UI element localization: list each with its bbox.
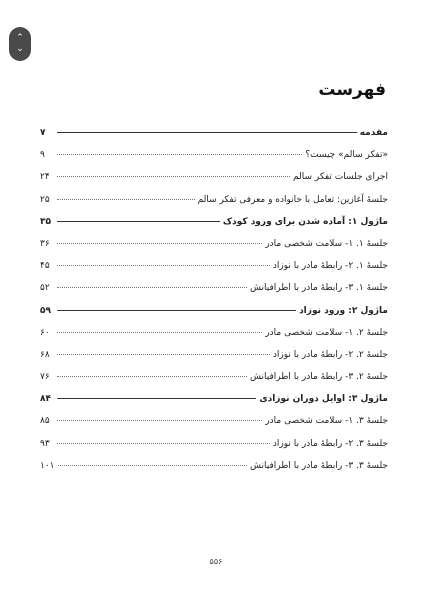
leader-dots — [57, 153, 302, 155]
toc-entry-page: ۷ — [40, 128, 46, 138]
toc-entry-title: جلسهٔ ۱. ۳- رابطهٔ مادر با اطرافیانش — [250, 283, 388, 294]
toc-entry-page: ۴۵ — [40, 261, 50, 272]
leader-dots — [57, 131, 357, 133]
toc-entry[interactable] — [40, 261, 388, 283]
toc-entry[interactable] — [40, 283, 388, 305]
page-number: ۵۵۶ — [209, 557, 223, 566]
toc-list — [40, 128, 388, 483]
toc-entry-page: ۳۵ — [40, 216, 51, 227]
leader-dots — [57, 220, 220, 222]
toc-entry[interactable] — [40, 328, 388, 350]
leader-dots — [57, 353, 270, 355]
leader-dots — [57, 198, 195, 200]
toc-entry[interactable] — [40, 461, 388, 483]
leader-dots — [57, 419, 262, 421]
toc-entry-title: جلسهٔ ۳. ۲- رابطهٔ مادر با نوزاد — [272, 438, 388, 449]
toc-entry-title: جلسهٔ ۱. ۱- سلامت شخصی مادر — [265, 238, 388, 249]
toc-entry[interactable] — [40, 172, 388, 194]
toc-entry-title: ماژول ۱: آماده شدن برای ورود کودک — [222, 216, 388, 227]
chevron-down-icon[interactable]: ⌄ — [16, 44, 24, 54]
leader-dots — [57, 286, 247, 288]
toc-entry-page: ۶۸ — [40, 349, 50, 360]
toc-entry[interactable] — [40, 394, 388, 416]
toc-entry-title: جلسهٔ ۳. ۱- سلامت شخصی مادر — [265, 416, 388, 427]
leader-dots — [57, 242, 262, 244]
toc-entry-page: ۹۳ — [40, 438, 50, 449]
toc-entry[interactable] — [40, 439, 388, 461]
toc-entry-page: ۲۵ — [40, 194, 50, 205]
toc-entry-title: جلسهٔ ۲. ۲- رابطهٔ مادر با نوزاد — [272, 349, 388, 360]
toc-entry[interactable] — [40, 306, 388, 328]
leader-dots — [58, 464, 248, 466]
leader-dots — [57, 442, 270, 444]
toc-entry-title: جلسهٔ ۳. ۳- رابطهٔ مادر با اطرافیانش — [250, 460, 388, 471]
toc-entry[interactable] — [40, 239, 388, 261]
toc-entry[interactable] — [40, 195, 388, 217]
toc-title: فهرست — [318, 80, 386, 100]
leader-dots — [57, 331, 262, 333]
toc-entry-title: «تفکر سالم» چیست؟ — [305, 150, 388, 161]
leader-dots — [57, 375, 247, 377]
toc-entry-page: ۹ — [40, 150, 45, 161]
toc-entry-title: ماژول ۲: ورود نوزاد — [299, 305, 388, 316]
leader-dots — [57, 264, 270, 266]
toc-entry-title: جلسهٔ آغازین: تعامل با خانواده و معرفی تفکر سالم — [197, 194, 388, 205]
toc-entry-page: ۶۰ — [40, 327, 50, 338]
toc-entry[interactable] — [40, 217, 388, 239]
leader-dots — [57, 397, 256, 399]
toc-entry-title: جلسهٔ ۱. ۲- رابطهٔ مادر با نوزاد — [272, 261, 388, 272]
toc-entry[interactable] — [40, 150, 388, 172]
toc-entry-page: ۸۴ — [40, 394, 51, 405]
toc-entry-page: ۳۶ — [40, 238, 50, 249]
toc-entry-title: جلسهٔ ۲. ۳- رابطهٔ مادر با اطرافیانش — [250, 372, 388, 383]
toc-entry-page: ۲۴ — [40, 172, 50, 183]
toc-entry[interactable] — [40, 350, 388, 372]
toc-entry[interactable] — [40, 416, 388, 438]
toc-entry-page: ۵۲ — [40, 283, 50, 294]
toc-entry[interactable] — [40, 128, 388, 150]
chevron-up-icon[interactable]: ⌃ — [16, 33, 24, 43]
page-nav-control[interactable] — [9, 27, 31, 61]
toc-entry-page: ۵۹ — [40, 305, 51, 316]
toc-entry[interactable] — [40, 372, 388, 394]
toc-entry-title: مقدمه — [359, 128, 388, 138]
toc-entry-title: ماژول ۳: اوایل دوران نوزادی — [259, 394, 388, 405]
leader-dots — [57, 309, 296, 311]
toc-entry-title: اجرای جلسات تفکر سالم — [293, 172, 388, 183]
toc-entry-page: ۸۵ — [40, 416, 50, 427]
toc-entry-title: جلسهٔ ۲. ۱- سلامت شخصی مادر — [265, 327, 388, 338]
toc-entry-page: ۱۰۱ — [40, 460, 55, 471]
leader-dots — [57, 175, 290, 177]
toc-entry-page: ۷۶ — [40, 372, 50, 383]
